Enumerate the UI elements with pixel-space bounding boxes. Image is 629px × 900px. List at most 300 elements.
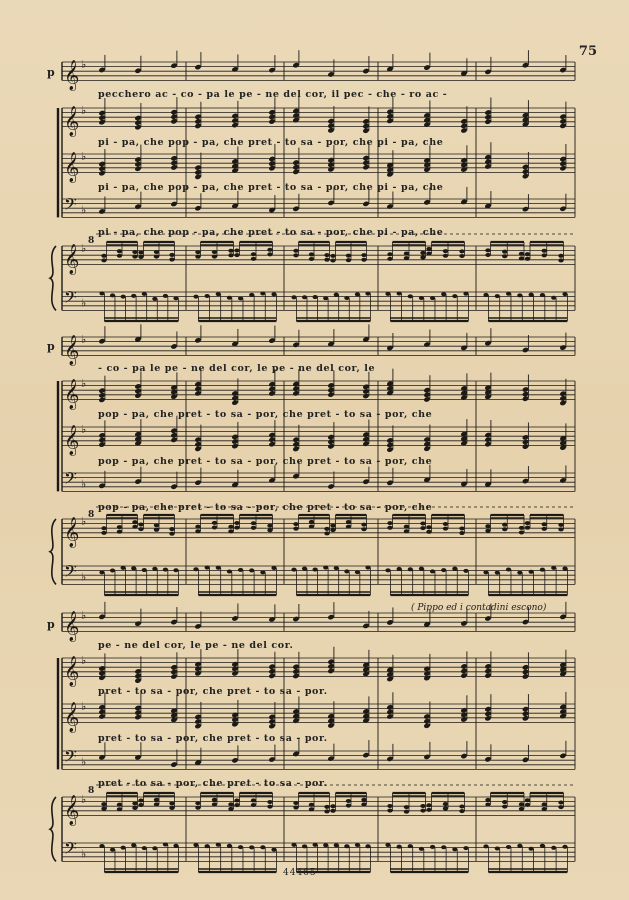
note-head: [193, 295, 198, 299]
note-head: [346, 525, 351, 529]
note-head: [485, 798, 490, 802]
note-head: [562, 845, 567, 849]
note-head: [525, 521, 530, 525]
note-head: [542, 807, 547, 811]
note-head: [238, 296, 243, 300]
note-head: [152, 567, 157, 571]
note-head: [452, 294, 457, 298]
brace: [50, 519, 56, 584]
note-head: [132, 255, 137, 259]
note-head: [132, 525, 137, 529]
note-head: [519, 530, 524, 534]
note-head: [459, 249, 464, 253]
note-head: [459, 804, 464, 808]
note-head: [293, 253, 298, 257]
note-head: [205, 844, 210, 848]
note-head: [404, 256, 409, 260]
note-head: [324, 253, 329, 257]
note-head: [249, 568, 254, 572]
flat-icon: ♭: [81, 477, 87, 491]
treble-clef-icon: 𝄞: [64, 656, 80, 687]
treble-clef-icon: 𝄞: [64, 244, 80, 275]
note-head: [117, 807, 122, 811]
note-head: [138, 255, 143, 259]
brace: [50, 246, 56, 310]
note-head: [117, 803, 122, 807]
note-head: [323, 843, 328, 847]
note-head: [138, 522, 143, 526]
note-head: [529, 847, 534, 851]
note-head: [234, 526, 239, 530]
note-head: [293, 522, 298, 526]
note-head: [529, 570, 534, 574]
note-head: [193, 843, 198, 847]
note-head: [420, 521, 425, 525]
note-head: [483, 293, 488, 297]
lyric-line: pi - pa, che pop - pa, che pret - to sa - por, che pi - pa, che: [98, 137, 444, 148]
note-head: [346, 258, 351, 262]
note-head: [324, 805, 329, 809]
note-head: [525, 252, 530, 256]
note-head: [551, 566, 556, 570]
note-head: [495, 846, 500, 850]
flat-icon: ♭: [81, 57, 87, 71]
note-head: [361, 253, 366, 257]
note-head: [443, 807, 448, 811]
note-head: [138, 803, 143, 807]
note-head: [346, 804, 351, 808]
note-head: [355, 570, 360, 574]
note-head: [420, 255, 425, 259]
note-head: [169, 532, 174, 536]
note-head: [330, 254, 335, 258]
lyric-line: pop - pa, che pret - to sa - por, che pret - to sa - por, che: [98, 456, 433, 467]
note-head: [169, 801, 174, 805]
note-head: [385, 568, 390, 572]
flat-icon: ♭: [81, 103, 87, 117]
note-head: [397, 567, 402, 571]
note-head: [344, 844, 349, 848]
note-head: [205, 566, 210, 570]
note-head: [138, 527, 143, 531]
lyric-line: pi - pa, che pop - pa, che pret - to sa - por, che pi - pa, che: [98, 182, 444, 193]
note-head: [309, 525, 314, 529]
note-head: [302, 295, 307, 299]
bass-clef-icon: 𝄢: [64, 745, 77, 770]
note-head: [142, 568, 147, 572]
note-head: [309, 257, 314, 261]
note-head: [365, 844, 370, 848]
note-head: [408, 844, 413, 848]
note-head: [121, 566, 126, 570]
note-head: [408, 567, 413, 571]
note-head: [260, 292, 265, 296]
note-head: [101, 254, 106, 258]
note-head: [313, 295, 318, 299]
note-head: [344, 296, 349, 300]
note-head: [525, 803, 530, 807]
note-head: [519, 252, 524, 256]
bass-clef-icon: 𝄢: [64, 467, 77, 492]
note-head: [346, 799, 351, 803]
note-head: [260, 570, 265, 574]
note-head: [291, 295, 296, 299]
lyric-line: pret - to sa - por, che pret - to sa - por.: [98, 733, 328, 744]
flat-icon: ♭: [81, 514, 87, 528]
note-head: [212, 255, 217, 259]
note-head: [542, 522, 547, 526]
note-head: [228, 525, 233, 529]
note-head: [502, 254, 507, 258]
note-head: [452, 567, 457, 571]
flat-icon: ♭: [81, 755, 87, 769]
note-head: [365, 566, 370, 570]
plate-number: 44465: [283, 868, 317, 878]
note-head: [397, 845, 402, 849]
stage-direction: ( Pippo ed i contadini escono): [411, 603, 547, 613]
note-head: [251, 803, 256, 807]
note-head: [542, 249, 547, 253]
note-head: [443, 527, 448, 531]
note-head: [387, 252, 392, 256]
note-head: [385, 843, 390, 847]
note-head: [506, 567, 511, 571]
note-head: [138, 250, 143, 254]
note-head: [195, 250, 200, 254]
note-head: [117, 249, 122, 253]
note-head: [195, 529, 200, 533]
note-head: [195, 806, 200, 810]
note-head: [502, 800, 507, 804]
note-head: [142, 846, 147, 850]
note-head: [558, 800, 563, 804]
note-head: [502, 527, 507, 531]
note-head: [443, 249, 448, 253]
note-head: [313, 843, 318, 847]
note-head: [293, 249, 298, 253]
note-head: [558, 527, 563, 531]
brace: [50, 797, 56, 861]
note-head: [205, 294, 210, 298]
note-head: [334, 843, 339, 847]
note-head: [228, 253, 233, 257]
note-head: [443, 254, 448, 258]
lyric-line: pecchero ac - co - pa le pe - ne del cor, il pec - che - ro ac -: [98, 89, 448, 100]
note-head: [430, 296, 435, 300]
flat-icon: ♭: [81, 376, 87, 390]
note-head: [173, 296, 178, 300]
note-head: [101, 531, 106, 535]
treble-clef-icon: 𝄞: [64, 611, 80, 642]
flat-icon: ♭: [81, 847, 87, 861]
note-head: [397, 291, 402, 295]
note-head: [361, 802, 366, 806]
note-head: [441, 845, 446, 849]
note-head: [110, 848, 115, 852]
note-head: [154, 255, 159, 259]
note-head: [519, 807, 524, 811]
note-head: [154, 528, 159, 532]
note-head: [99, 570, 104, 574]
note-head: [495, 571, 500, 575]
lyric-line: pret - to sa - por, che pret - to sa - por.: [98, 778, 328, 789]
note-head: [132, 250, 137, 254]
note-head: [346, 520, 351, 524]
treble-clef-icon: 𝄞: [64, 379, 80, 410]
note-head: [309, 803, 314, 807]
note-head: [302, 567, 307, 571]
note-head: [324, 258, 329, 262]
note-head: [420, 251, 425, 255]
page-number: 75: [578, 44, 597, 59]
note-head: [293, 527, 298, 531]
note-head: [330, 528, 335, 532]
note-head: [313, 568, 318, 572]
note-head: [426, 247, 431, 251]
note-head: [426, 530, 431, 534]
note-head: [485, 524, 490, 528]
note-head: [228, 249, 233, 253]
treble-clef-icon: 𝄞: [64, 335, 80, 366]
note-head: [420, 809, 425, 813]
note-head: [426, 808, 431, 812]
lyric-line: pret - to sa - por, che pret - to sa - por.: [98, 686, 328, 697]
note-head: [542, 802, 547, 806]
note-head: [404, 529, 409, 533]
note-head: [426, 252, 431, 256]
flat-icon: ♭: [81, 792, 87, 806]
note-head: [169, 806, 174, 810]
note-head: [227, 844, 232, 848]
note-head: [154, 523, 159, 527]
note-head: [324, 809, 329, 813]
note-head: [387, 804, 392, 808]
note-head: [131, 294, 136, 298]
note-head: [234, 798, 239, 802]
note-head: [540, 293, 545, 297]
treble-clef-icon: 𝄞: [64, 795, 80, 826]
lyric-line: pe - ne del cor, le pe - ne del cor.: [98, 640, 294, 651]
note-head: [443, 802, 448, 806]
note-head: [267, 524, 272, 528]
note-head: [163, 842, 168, 846]
note-head: [173, 844, 178, 848]
note-head: [441, 568, 446, 572]
note-head: [420, 526, 425, 530]
note-head: [441, 292, 446, 296]
octave-mark: 8: [88, 786, 95, 796]
note-head: [131, 843, 136, 847]
note-head: [309, 807, 314, 811]
note-head: [334, 566, 339, 570]
note-head: [323, 566, 328, 570]
dynamic-mark: p: [47, 340, 55, 353]
note-head: [443, 522, 448, 526]
note-head: [260, 845, 265, 849]
flat-icon: ♭: [81, 570, 87, 584]
note-head: [485, 248, 490, 252]
note-head: [463, 292, 468, 296]
treble-clef-icon: 𝄞: [64, 106, 80, 137]
note-head: [228, 807, 233, 811]
note-head: [267, 528, 272, 532]
treble-clef-icon: 𝄞: [64, 152, 80, 183]
note-head: [152, 846, 157, 850]
note-head: [212, 802, 217, 806]
note-head: [117, 530, 122, 534]
note-head: [361, 798, 366, 802]
note-head: [483, 570, 488, 574]
note-head: [459, 531, 464, 535]
note-head: [173, 568, 178, 572]
note-head: [101, 802, 106, 806]
lyric-line: pi - pa, che pop - pa, che pret - to sa - por, che pi - pa, che: [98, 227, 444, 238]
note-head: [238, 845, 243, 849]
note-head: [404, 810, 409, 814]
octave-mark: 8: [88, 236, 95, 246]
note-head: [110, 293, 115, 297]
dynamic-mark: p: [47, 66, 55, 79]
note-head: [228, 802, 233, 806]
note-head: [234, 249, 239, 253]
note-head: [426, 525, 431, 529]
flat-icon: ♭: [81, 653, 87, 667]
note-head: [227, 296, 232, 300]
note-head: [154, 802, 159, 806]
note-head: [463, 846, 468, 850]
note-head: [195, 255, 200, 259]
note-head: [249, 845, 254, 849]
note-head: [506, 845, 511, 849]
flat-icon: ♭: [81, 149, 87, 163]
note-head: [562, 292, 567, 296]
flat-icon: ♭: [81, 203, 87, 217]
note-head: [525, 257, 530, 261]
note-head: [234, 521, 239, 525]
flat-icon: ♭: [81, 608, 87, 622]
note-head: [163, 294, 168, 298]
note-head: [330, 258, 335, 262]
note-head: [212, 250, 217, 254]
note-head: [251, 252, 256, 256]
note-head: [459, 526, 464, 530]
note-head: [517, 844, 522, 848]
note-head: [293, 801, 298, 805]
note-head: [420, 804, 425, 808]
note-head: [558, 258, 563, 262]
note-head: [110, 569, 115, 573]
bass-clef-icon: 𝄢: [64, 193, 77, 218]
note-head: [387, 526, 392, 530]
note-head: [228, 529, 233, 533]
note-head: [404, 525, 409, 529]
note-head: [195, 801, 200, 805]
note-head: [387, 257, 392, 261]
note-head: [234, 803, 239, 807]
note-head: [121, 295, 126, 299]
note-head: [426, 803, 431, 807]
lyric-line: pop - pa, che pret - to sa - por, che pret - to sa - por, che: [98, 409, 433, 420]
note-head: [132, 520, 137, 524]
flat-icon: ♭: [81, 241, 87, 255]
note-head: [540, 844, 545, 848]
note-head: [495, 294, 500, 298]
treble-clef-icon: 𝄞: [64, 702, 80, 733]
note-head: [330, 804, 335, 808]
note-head: [117, 525, 122, 529]
note-head: [463, 569, 468, 573]
note-head: [519, 256, 524, 260]
note-head: [169, 527, 174, 531]
note-head: [430, 845, 435, 849]
dynamic-mark: p: [47, 618, 55, 631]
note-head: [309, 252, 314, 256]
note-head: [529, 293, 534, 297]
note-head: [323, 296, 328, 300]
note-head: [330, 809, 335, 813]
bass-clef-icon: 𝄢: [64, 560, 77, 585]
note-head: [558, 523, 563, 527]
note-head: [562, 567, 567, 571]
note-head: [101, 807, 106, 811]
note-head: [346, 254, 351, 258]
note-head: [267, 805, 272, 809]
note-head: [216, 843, 221, 847]
note-head: [271, 292, 276, 296]
note-head: [361, 258, 366, 262]
flat-icon: ♭: [81, 422, 87, 436]
note-head: [483, 844, 488, 848]
note-head: [387, 809, 392, 813]
note-head: [195, 525, 200, 529]
note-head: [251, 798, 256, 802]
note-head: [459, 254, 464, 258]
note-head: [267, 800, 272, 804]
note-head: [142, 292, 147, 296]
note-head: [121, 846, 126, 850]
note-head: [271, 848, 276, 852]
note-head: [154, 798, 159, 802]
note-head: [212, 525, 217, 529]
note-head: [542, 527, 547, 531]
note-head: [330, 524, 335, 528]
note-head: [152, 297, 157, 301]
note-head: [267, 248, 272, 252]
note-head: [234, 253, 239, 257]
note-head: [271, 566, 276, 570]
note-head: [99, 844, 104, 848]
note-head: [419, 567, 424, 571]
note-head: [99, 291, 104, 295]
note-head: [132, 806, 137, 810]
note-head: [132, 801, 137, 805]
note-head: [238, 568, 243, 572]
note-head: [361, 523, 366, 527]
note-head: [216, 292, 221, 296]
treble-clef-icon: 𝄞: [64, 60, 80, 91]
note-head: [267, 252, 272, 256]
note-head: [404, 251, 409, 255]
note-head: [216, 566, 221, 570]
lyric-line: - co - pa le pe - ne del cor, le pe - ne del cor, le: [98, 363, 376, 374]
note-head: [404, 805, 409, 809]
note-head: [365, 292, 370, 296]
note-head: [355, 843, 360, 847]
note-head: [419, 296, 424, 300]
note-head: [293, 806, 298, 810]
note-head: [385, 292, 390, 296]
note-head: [525, 798, 530, 802]
